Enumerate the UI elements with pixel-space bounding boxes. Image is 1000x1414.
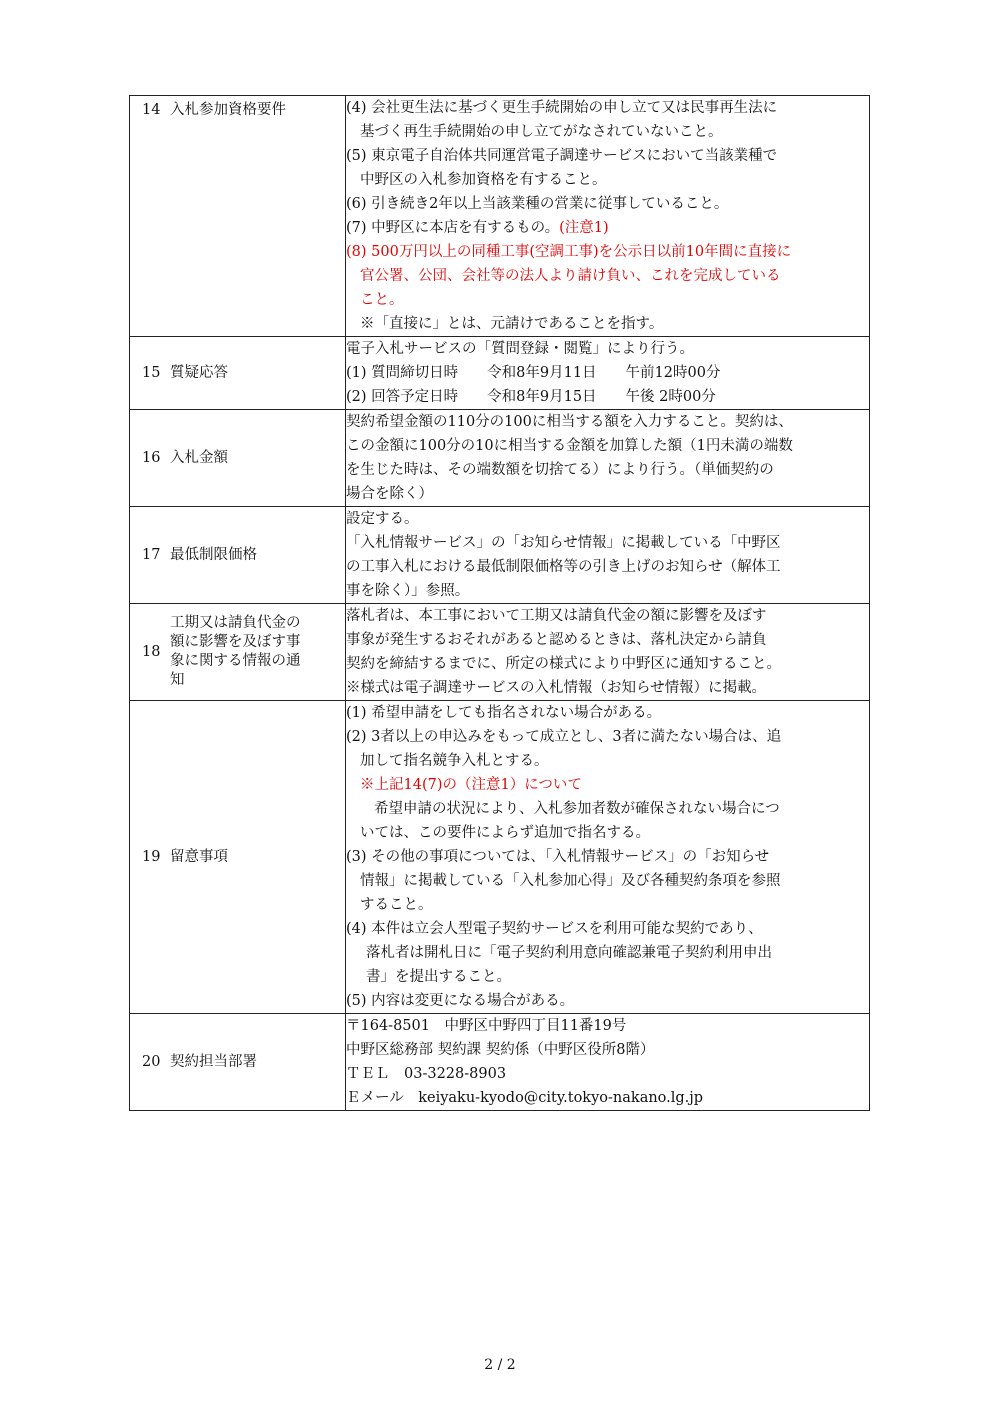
content-line: 情報」に掲載している「入札参加心得」及び各種契約条項を参照 — [360, 873, 781, 889]
content-line: (2) 回答予定日時 令和8年9月15日 午後 2時00分 — [346, 389, 716, 405]
item-number: 18 — [142, 644, 161, 660]
content-line: (4) 会社更生法に基づく更生手続開始の申し立て又は民事再生法に — [346, 100, 778, 116]
item-label: 契約担当部署 — [170, 1054, 257, 1070]
content-line: (1) 希望申請をしても指名されない場合がある。 — [346, 705, 662, 721]
content-line: いては、この要件によらず追加で指名する。 — [360, 825, 650, 841]
item-number: 16 — [142, 450, 161, 466]
content-line: 設定する。 — [346, 511, 419, 527]
content-line: (3) その他の事項については、「入札情報サービス」の「お知らせ — [346, 849, 770, 865]
row-label-cell — [130, 96, 346, 337]
content-line: 電子入札サービスの「質問登録・閲覧」により行う。 — [346, 341, 694, 357]
content-line: 希望申請の状況により、入札参加者数が確保されない場合につ — [374, 801, 780, 817]
content-line: 事象が発生するおそれがあると認めるときは、落札決定から請負 — [346, 632, 767, 648]
content-text: (7) 中野区に本店を有するもの。 — [346, 220, 560, 236]
content-line — [346, 216, 869, 240]
item-label: 留意事項 — [170, 849, 228, 865]
table-row — [130, 701, 870, 1014]
table-row — [130, 604, 870, 701]
item-label: 最低制限価格 — [170, 547, 257, 563]
content-line: 〒164-8501 中野区中野四丁目11番19号 — [346, 1018, 627, 1034]
item-label-line: 工期又は請負代金の — [170, 615, 301, 631]
content-line: (4) 本件は立会人型電子契約サービスを利用可能な契約であり、 — [346, 921, 763, 937]
content-line: を生じた時は、その端数額を切捨てる）により行う。（単価契約の — [346, 462, 774, 478]
table-row — [130, 410, 870, 507]
content-line: 基づく再生手続開始の申し立てがなされていないこと。 — [360, 124, 723, 140]
row-content-cell — [346, 410, 870, 507]
row-content-cell — [346, 701, 870, 1014]
note-marker: (注意1) — [559, 220, 609, 236]
content-line: (5) 内容は変更になる場合がある。 — [346, 993, 575, 1009]
table-row — [130, 1014, 870, 1111]
content-line: 加して指名競争入札とする。 — [360, 753, 549, 769]
item-label-line: 額に影響を及ぼす事 — [170, 634, 301, 650]
content-line: ※様式は電子調達サービスの入札情報（お知らせ情報）に掲載。 — [346, 680, 767, 696]
content-line-highlight: 官公署、公団、会社等の法人より請け負い、これを完成している — [360, 268, 781, 284]
row-label-cell — [130, 337, 346, 410]
row-content-cell — [346, 96, 870, 337]
content-line: 場合を除く） — [346, 486, 433, 502]
content-line-highlight: こと。 — [360, 292, 404, 308]
content-line: 落札者は開札日に「電子契約利用意向確認兼電子契約利用申出 — [366, 945, 772, 961]
content-line: の工事入札における最低制限価格等の引き上げのお知らせ（解体工 — [346, 559, 781, 575]
row-content-cell — [346, 507, 870, 604]
content-line: (6) 引き続き2年以上当該業種の営業に従事していること。 — [346, 196, 729, 212]
item-number: 15 — [142, 365, 161, 381]
item-number: 14 — [142, 102, 161, 118]
content-line: (5) 東京電子自治体共同運営電子調達サービスにおいて当該業種で — [346, 148, 778, 164]
content-line: 落札者は、本工事において工期又は請負代金の額に影響を及ぼす — [346, 608, 767, 624]
item-label: 入札参加資格要件 — [170, 102, 286, 118]
content-line: 「入札情報サービス」の「お知らせ情報」に掲載している「中野区 — [346, 535, 781, 551]
item-label-line: 象に関する情報の通 — [170, 653, 301, 669]
page-number: 2 / 2 — [484, 1357, 516, 1373]
phone-line: ＴＥＬ 03-3228-8903 — [346, 1066, 507, 1082]
content-line: すること。 — [360, 897, 433, 913]
content-line: ※「直接に」とは、元請けであることを指す。 — [360, 316, 664, 332]
item-label-line: 知 — [170, 672, 185, 688]
table-row — [130, 507, 870, 604]
content-line-highlight: (8) 500万円以上の同種工事(空調工事)を公示日以前10年間に直接に — [346, 244, 792, 260]
row-content-cell — [346, 337, 870, 410]
row-content-cell — [346, 1014, 870, 1111]
item-number: 20 — [142, 1054, 161, 1070]
row-label-cell — [130, 604, 346, 701]
table-row — [130, 337, 870, 410]
requirements-table — [129, 95, 870, 1111]
content-line: 事を除く）」参照。 — [346, 583, 470, 599]
content-line: (1) 質問締切日時 令和8年9月11日 午前12時00分 — [346, 365, 721, 381]
content-line-highlight: ※上記14(7)の（注意1）について — [360, 777, 582, 793]
row-label-cell — [130, 410, 346, 507]
row-content-cell — [346, 604, 870, 701]
content-line: (2) 3者以上の申込みをもって成立とし、3者に満たない場合は、追 — [346, 729, 782, 745]
item-label: 入札金額 — [170, 450, 228, 466]
content-line: この金額に100分の10に相当する金額を加算した額（1円未満の端数 — [346, 438, 793, 454]
content-line: 契約を締結するまでに、所定の様式により中野区に通知すること。 — [346, 656, 781, 672]
item-number: 17 — [142, 547, 161, 563]
content-line: 中野区総務部 契約課 契約係（中野区役所8階） — [346, 1042, 655, 1058]
row-label-cell — [130, 701, 346, 1014]
content-line: 契約希望金額の110分の100に相当する額を入力すること。契約は、 — [346, 414, 793, 430]
row-label-cell — [130, 507, 346, 604]
table-row — [130, 96, 870, 337]
row-label-cell — [130, 1014, 346, 1111]
content-line: 書」を提出すること。 — [366, 969, 511, 985]
item-number: 19 — [142, 849, 161, 865]
item-label: 質疑応答 — [170, 365, 228, 381]
item-label — [170, 614, 345, 690]
email-line[interactable]: Ｅメール keiyaku-kyodo@city.tokyo-nakano.lg.jp — [346, 1090, 704, 1106]
content-line: 中野区の入札参加資格を有すること。 — [360, 172, 607, 188]
